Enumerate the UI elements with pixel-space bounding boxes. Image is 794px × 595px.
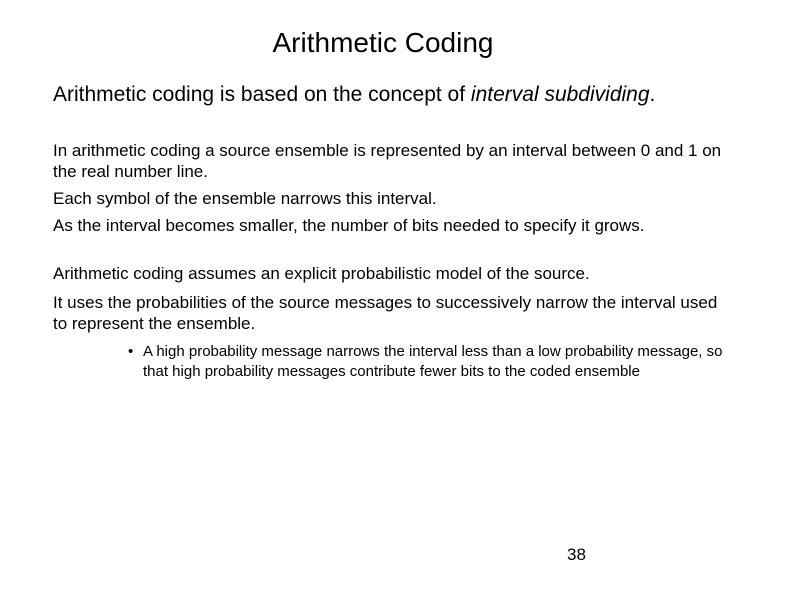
slide-title: Arithmetic Coding (272, 27, 494, 58)
bullet-dot-icon: • (128, 343, 134, 360)
bullet-item (128, 342, 743, 382)
paragraph-bits-grow: As the interval becomes smaller, the number of bits needed to specify it grows. (53, 216, 645, 235)
bullet-text: A high probability message narrows the interval less than a low probability message, so that high probability messages contribute fewer bits to the coded ensemble (143, 343, 723, 380)
intro-emphasis: interval subdividing (470, 83, 650, 106)
paragraph-probabilities: It uses the probabilities of the source messages to successively narrow the interval used to represent the ensemble. (53, 293, 718, 333)
paragraph-narrowing: Each symbol of the ensemble narrows this interval. (53, 189, 437, 208)
intro-period: . (649, 83, 656, 106)
page-number: 38 (567, 545, 586, 564)
paragraph-interval-representation: In arithmetic coding a source ensemble is represented by an interval between 0 and 1 on the real number line. (53, 141, 722, 181)
intro-text: Arithmetic coding is based on the concept of (53, 83, 471, 106)
paragraph-probabilistic-model: Arithmetic coding assumes an explicit probabilistic model of the source. (53, 264, 590, 283)
intro-paragraph (53, 82, 751, 108)
